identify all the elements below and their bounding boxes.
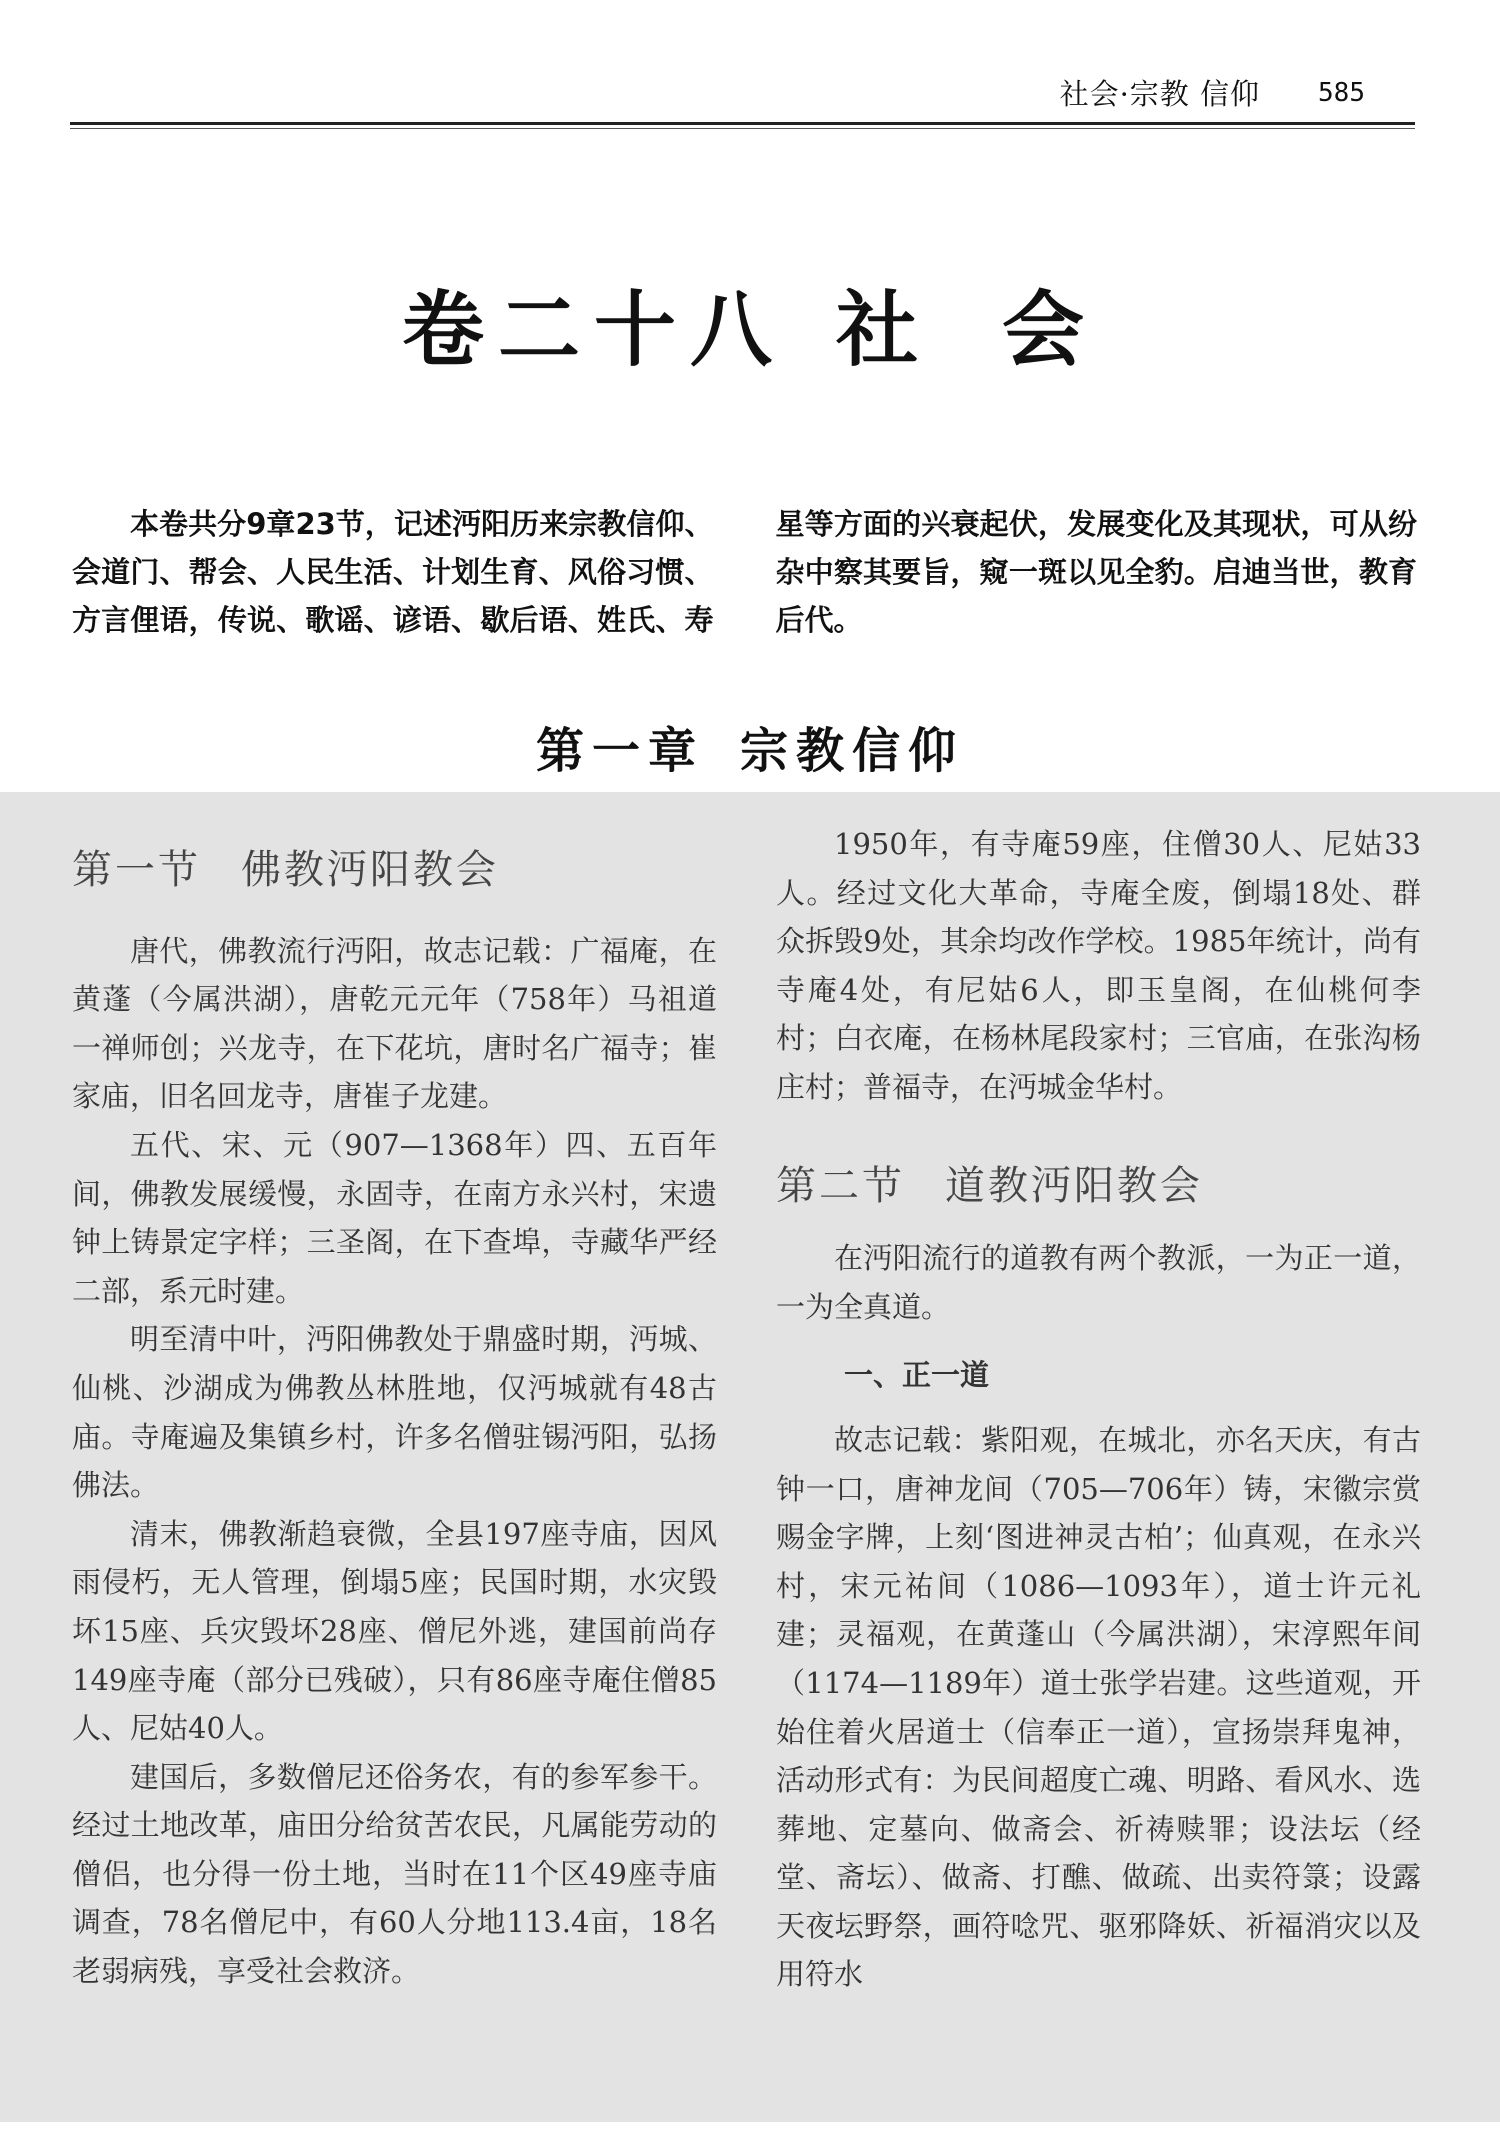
header-rule-thin bbox=[70, 128, 1415, 129]
volume-intro: 本卷共分9章23节，记述沔阳历来宗教信仰、会道门、帮会、人民生活、计划生育、风俗习惯、方言俚语，传说、歌谣、谚语、歇后语、姓氏、寿星等方面的兴衰起伏，发展变化及其现状，可从纷杂中察其要旨，窥一斑以见全豹。启迪当世，教育后代。 bbox=[72, 507, 1417, 637]
chapter-name: 宗教信仰 bbox=[740, 723, 965, 779]
subsection-heading: 一、正一道 bbox=[844, 1358, 990, 1393]
paragraph: 故志记载：紫阳观，在城北，亦名天庆，有古钟一口，唐神龙间（705—706年）铸，宋徽宗赏赐金字牌，上刻‘图进神灵古柏’；仙真观，在永兴村，宋元祐间（1086—1093年），道士许元礼建；灵福观，在黄蓬山（今属洪湖），宋淳熙年间（1174—1189年）道士张学岩建。这些道观，开始住着火居道士（信奉正一道），宣扬崇拜鬼神，活动形式有：为民间超度亡魂、明路、看风水、选葬地、定墓向、做斋会、祈祷赎罪；设法坛（经堂、斋坛）、做斋、打醮、做疏、出卖符箓；设露天夜坛野祭，画符唸咒、驱邪降妖、祈福消灾以及用符水 bbox=[776, 1422, 1421, 1992]
section2-heading bbox=[776, 1162, 1421, 1211]
section1-heading bbox=[72, 846, 717, 895]
paragraph: 在沔阳流行的道教有两个教派，一为正一道，一为全真道。 bbox=[776, 1241, 1421, 1324]
volume-title bbox=[0, 265, 1500, 378]
chapter-number: 第一章 bbox=[535, 723, 704, 779]
running-header bbox=[70, 72, 1415, 132]
volume-title-part2: 会 bbox=[1002, 283, 1099, 378]
section1-title: 佛教沔阳教会 bbox=[241, 847, 499, 893]
section2-number: 第二节 bbox=[776, 1162, 905, 1209]
header-section: 社会·宗教 信仰 bbox=[1059, 77, 1260, 111]
paragraph: 建国后，多数僧尼还俗务农，有的参军参干。经过土地改革，庙田分给贫苦农民，凡属能劳动的僧侣，也分得一份土地，当时在11个区49座寺庙调查，78名僧尼中，有60人分地113.4亩，18名老弱病残，享受社会救济。 bbox=[72, 1759, 717, 1989]
left-column bbox=[72, 820, 717, 1996]
paragraph: 1950年，有寺庵59座，住僧30人、尼姑33人。经过文化大革命，寺庵全废，倒塌18处、群众拆毁9处，其余均改作学校。1985年统计，尚有寺庵4处，有尼姑6人，即玉皇阁，在仙桃何李村；白衣庵，在杨林尾段家村；三官庙，在张沟杨庄村；普福寺，在沔城金华村。 bbox=[776, 827, 1421, 1104]
paragraph: 唐代，佛教流行沔阳，故志记载：广福庵，在黄蓬（今属洪湖），唐乾元元年（758年）马祖道一禅师创；兴龙寺，在下花坑，唐时名广福寺；崔家庙，旧名回龙寺，唐崔子龙建。 bbox=[72, 933, 717, 1114]
paragraph: 五代、宋、元（907—1368年）四、五百年间，佛教发展缓慢，永固寺，在南方永兴村，宋遗钟上铸景定字样；三圣阁，在下查埠，寺藏华严经二部，系元时建。 bbox=[72, 1127, 717, 1308]
section1-number: 第一节 bbox=[72, 847, 201, 893]
section2-title: 道教沔阳教会 bbox=[945, 1162, 1203, 1209]
page-number: 585 bbox=[1318, 78, 1365, 108]
header-rule bbox=[70, 122, 1415, 125]
paragraph: 明至清中叶，沔阳佛教处于鼎盛时期，沔城、仙桃、沙湖成为佛教丛林胜地，仅沔城就有48古庙。寺庵遍及集镇乡村，许多名僧驻锡沔阳，弘扬佛法。 bbox=[72, 1322, 717, 1503]
right-column bbox=[776, 820, 1421, 1999]
paragraph: 清末，佛教渐趋衰微，全县197座寺庙，因风雨侵朽，无人管理，倒塌5座；民国时期，水灾毁坏15座、兵灾毁坏28座、僧尼外逃，建国前尚存149座寺庵（部分已残破），只有86座寺庵住僧85人、尼姑40人。 bbox=[72, 1516, 717, 1746]
volume-number: 卷二十八 bbox=[401, 283, 786, 378]
chapter-title bbox=[0, 712, 1500, 782]
volume-title-part1: 社 bbox=[835, 283, 932, 378]
